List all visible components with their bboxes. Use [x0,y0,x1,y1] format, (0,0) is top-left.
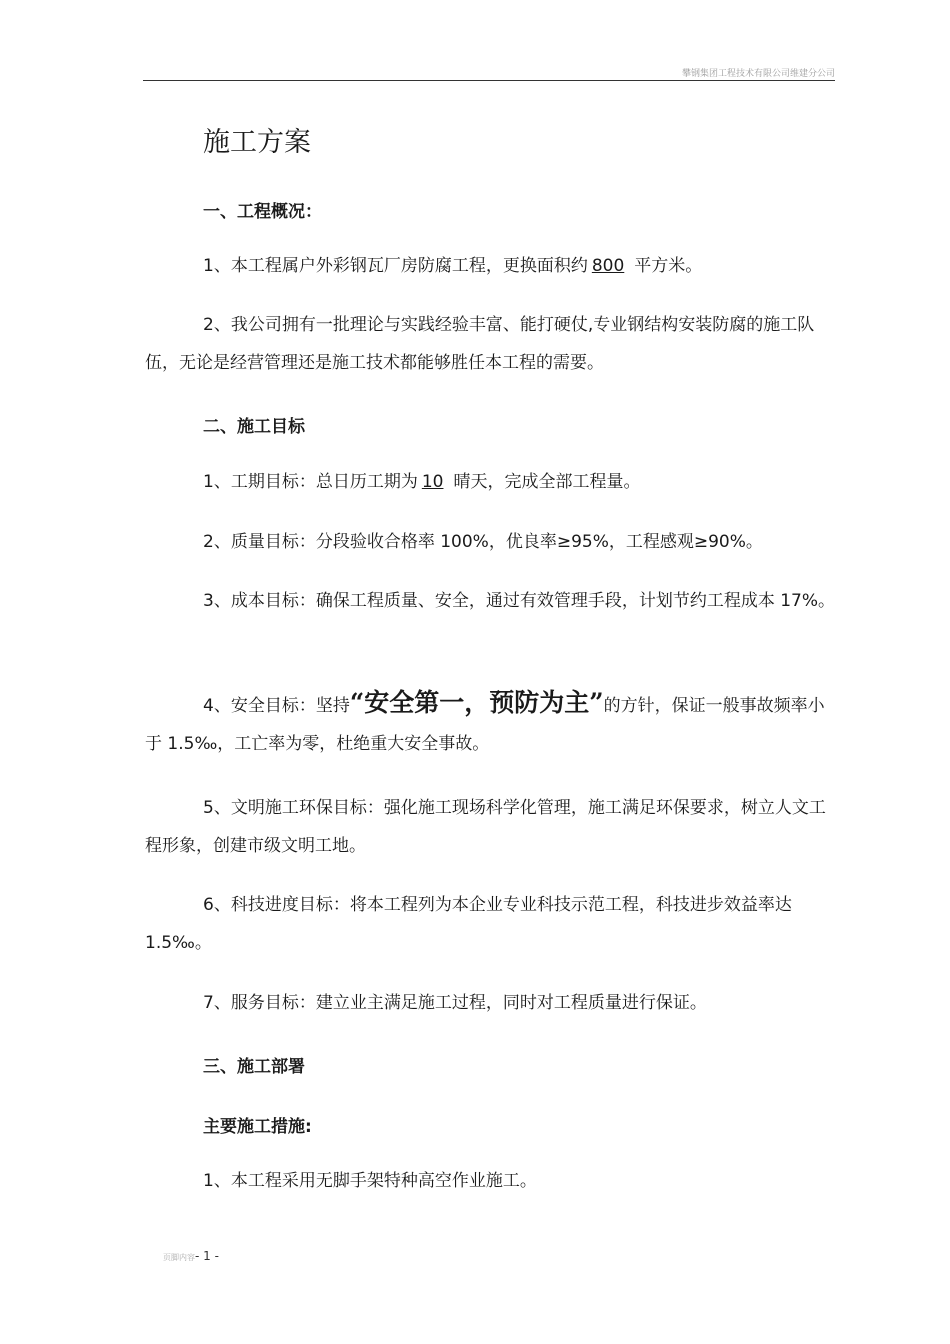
goal-quality-text: 2、质量目标：分段验收合格率 100%，优良率≥95%，工程感观≥90%。 [203,532,763,552]
goal-safety-text-a: 4、安全目标：坚持 [203,696,350,716]
goal-service [145,984,835,1022]
page-title: 施工方案 [203,127,311,158]
page-footer [163,1249,219,1263]
footer-label: 页脚内容 [163,1253,195,1262]
paragraph-overview-2 [145,306,835,382]
section-heading-goals: 二、施工目标 [203,417,305,437]
overview-1-text-b: 平方米。 [634,256,703,276]
goal-schedule [145,463,835,501]
safety-slogan: “安全第一，预防为主” [349,688,604,717]
goal-technology [145,886,835,962]
goal-schedule-text-a: 1、工期目标：总日历工期为 [203,472,418,492]
section-heading-overview: 一、工程概况： [203,202,322,222]
measure-1-text: 1、本工程采用无脚手架特种高空作业施工。 [203,1171,537,1191]
goal-safety-text-b: 的方针，保证一般事故频率小于 1.5‰，工亡率为零，杜绝重大安全事故。 [145,696,825,754]
goal-service-text: 7、服务目标：建立业主满足施工过程，同时对工程质量进行保证。 [203,993,707,1013]
goal-cost-text: 3、成本目标：确保工程质量、安全，通过有效管理手段，计划节约工程成本 17%。 [203,591,836,611]
header-rule [143,80,835,81]
measure-1 [145,1162,835,1200]
goal-environment-text: 5、文明施工环保目标：强化施工现场科学化管理，施工满足环保要求，树立人文工程形象，创建市级文明工地。 [145,798,826,856]
overview-2-text: 2、我公司拥有一批理论与实践经验丰富、能打硬仗,专业钢结构安装防腐的施工队伍，无论是经营管理还是施工技术都能够胜任本工程的需要。 [145,315,815,373]
schedule-days-value: 10 [421,472,444,492]
goal-cost [145,582,835,620]
goal-environment [145,789,835,865]
goal-technology-text: 6、科技进度目标：将本工程列为本企业专业科技示范工程，科技进步效益率达 1.5‰。 [145,895,792,953]
section-heading-deployment: 三、施工部署 [203,1057,305,1077]
header-company: 攀钢集团工程技术有限公司维建分公司 [681,69,835,79]
subheading-measures: 主要施工措施: [203,1117,312,1137]
paragraph-overview-1 [145,247,835,285]
goal-safety [145,684,835,763]
overview-1-text-a: 1、本工程属户外彩钢瓦厂房防腐工程，更换面积约 [203,256,588,276]
goal-schedule-text-b: 晴天，完成全部工程量。 [453,472,641,492]
page-number: - 1 - [195,1249,219,1263]
goal-quality [145,523,835,561]
area-value: 800 [591,256,625,276]
